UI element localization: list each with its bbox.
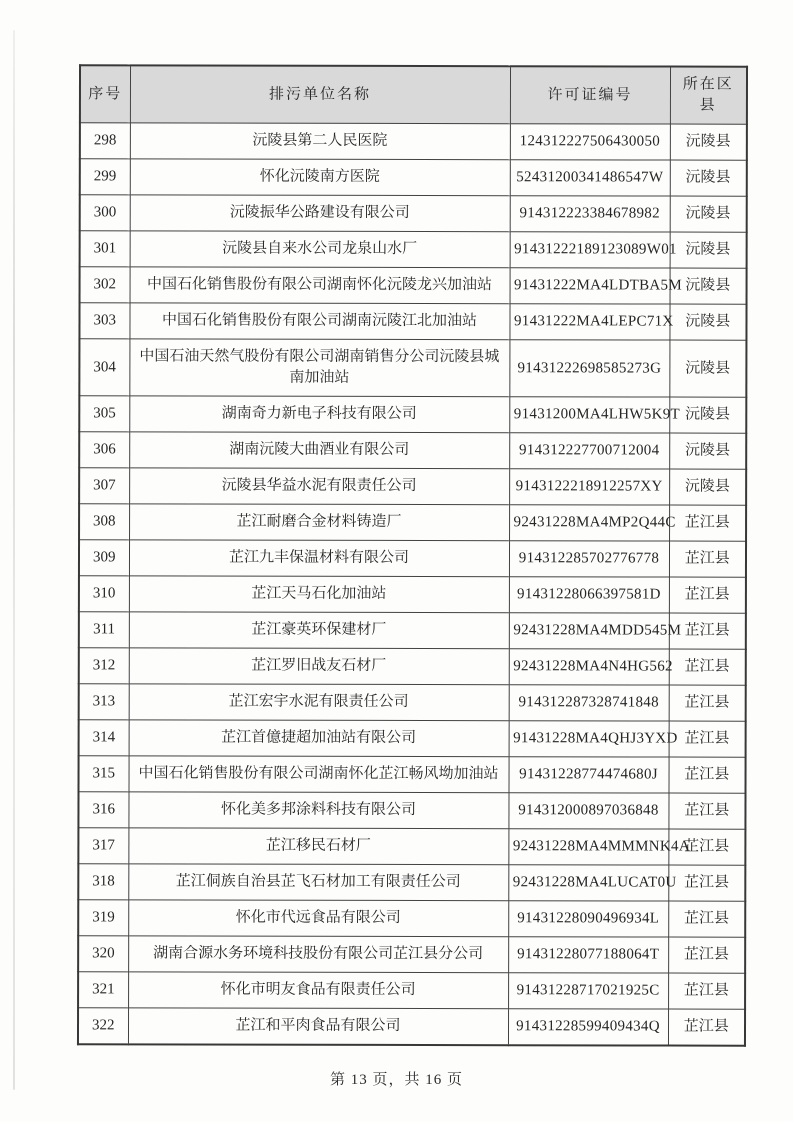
cell-permit-number: 914312287328741848 xyxy=(509,685,669,721)
table-row xyxy=(78,1008,745,1046)
cell-county: 沅陵县 xyxy=(670,268,747,304)
table-row xyxy=(78,972,745,1009)
cell-unit-name: 芷江九丰保温材料有限公司 xyxy=(129,540,509,577)
cell-unit-name: 芷江豪英环保建材厂 xyxy=(129,612,509,649)
cell-permit-number: 91431228599409434Q xyxy=(508,1009,668,1046)
table-row xyxy=(79,720,746,757)
cell-serial: 309 xyxy=(79,540,129,576)
cell-unit-name: 芷江和平肉食品有限公司 xyxy=(128,1008,508,1045)
cell-unit-name: 芷江宏宇水泥有限责任公司 xyxy=(129,684,509,721)
cell-serial: 321 xyxy=(78,972,128,1008)
cell-serial: 319 xyxy=(78,900,128,936)
cell-county: 芷江县 xyxy=(669,757,746,793)
cell-serial: 314 xyxy=(79,720,129,756)
table-row xyxy=(79,504,746,541)
cell-unit-name: 怀化沅陵南方医院 xyxy=(130,159,510,196)
cell-serial: 310 xyxy=(79,576,129,612)
cell-serial: 317 xyxy=(78,828,128,864)
cell-county: 沅陵县 xyxy=(670,232,747,268)
cell-serial: 299 xyxy=(80,159,130,195)
cell-serial: 305 xyxy=(79,396,129,432)
cell-permit-number: 52431200341486547W xyxy=(510,160,670,196)
cell-county: 芷江县 xyxy=(669,613,746,649)
cell-county: 沅陵县 xyxy=(669,340,746,397)
cell-unit-name: 中国石化销售股份有限公司湖南沅陵江北加油站 xyxy=(129,303,509,340)
cell-permit-number: 91431228066397581D xyxy=(509,577,669,613)
cell-county: 沅陵县 xyxy=(669,397,746,433)
cell-unit-name: 怀化市明友食品有限责任公司 xyxy=(128,972,508,1009)
cell-unit-name: 沅陵县第二人民医院 xyxy=(130,123,510,160)
cell-county: 芷江县 xyxy=(668,793,745,829)
table-header-row xyxy=(80,65,747,124)
cell-unit-name: 中国石化销售股份有限公司湖南怀化芷江畅风坳加油站 xyxy=(129,756,509,793)
table-row xyxy=(79,684,746,721)
col-header-no: 序号 xyxy=(80,65,130,123)
cell-unit-name: 怀化美多邦涂料科技有限公司 xyxy=(128,792,508,829)
cell-serial: 312 xyxy=(79,648,129,684)
table-row xyxy=(78,828,745,865)
cell-permit-number: 914312000897036848 xyxy=(508,793,668,829)
cell-permit-number: 91431222MA4LEPC71X xyxy=(509,304,669,340)
cell-permit-number: 91431228717021925C xyxy=(508,973,668,1009)
cell-serial: 307 xyxy=(79,468,129,504)
cell-county: 芷江县 xyxy=(669,505,746,541)
cell-serial: 308 xyxy=(79,504,129,540)
table-row xyxy=(79,576,746,613)
cell-county: 沅陵县 xyxy=(670,196,747,232)
cell-permit-number: 92431228MA4MP2Q44C xyxy=(509,505,669,541)
cell-unit-name: 沅陵县华益水泥有限责任公司 xyxy=(129,468,509,505)
cell-county: 芷江县 xyxy=(668,829,745,865)
cell-permit-number: 91431222698585273G xyxy=(509,340,669,397)
cell-permit-number: 91431228774474680J xyxy=(509,757,669,793)
cell-permit-number: 92431228MA4LUCAT0U xyxy=(508,865,668,901)
table-row xyxy=(79,303,746,340)
cell-unit-name: 芷江首億捷超加油站有限公司 xyxy=(129,720,509,757)
cell-serial: 303 xyxy=(79,303,129,339)
table-row xyxy=(80,195,747,232)
col-header-county: 所在区县 xyxy=(670,67,747,125)
cell-unit-name: 怀化市代远食品有限公司 xyxy=(128,900,508,937)
cell-serial: 316 xyxy=(78,792,128,828)
cell-unit-name: 中国石化销售股份有限公司湖南怀化沅陵龙兴加油站 xyxy=(130,267,510,304)
cell-permit-number: 92431228MA4MMMNK4A xyxy=(508,829,668,865)
cell-serial: 318 xyxy=(78,864,128,900)
cell-county: 沅陵县 xyxy=(669,304,746,340)
permit-table xyxy=(77,64,748,1046)
cell-permit-number: 91431228MA4QHJ3YXD xyxy=(509,721,669,757)
cell-unit-name: 芷江侗族自治县芷飞石材加工有限责任公司 xyxy=(128,864,508,901)
cell-unit-name: 芷江罗旧战友石材厂 xyxy=(129,648,509,685)
cell-unit-name: 湖南奇力新电子科技有限公司 xyxy=(129,396,509,433)
cell-permit-number: 124312227506430050 xyxy=(510,124,670,160)
cell-unit-name: 沅陵县自来水公司龙泉山水厂 xyxy=(130,231,510,268)
cell-permit-number: 91431222189123089W01 xyxy=(510,232,670,268)
cell-unit-name: 芷江移民石材厂 xyxy=(128,828,508,865)
cell-county: 沅陵县 xyxy=(670,160,747,196)
cell-unit-name: 湖南合源水务环境科技股份有限公司芷江县分公司 xyxy=(128,936,508,973)
cell-unit-name: 中国石油天然气股份有限公司湖南销售分公司沅陵县城南加油站 xyxy=(129,339,509,397)
cell-county: 芷江县 xyxy=(668,973,745,1009)
cell-permit-number: 92431228MA4N4HG562 xyxy=(509,649,669,685)
cell-serial: 298 xyxy=(80,123,130,159)
cell-permit-number: 91431200MA4LHW5K9T xyxy=(509,397,669,433)
table-row xyxy=(79,339,746,397)
table-row xyxy=(78,792,745,829)
cell-serial: 302 xyxy=(80,267,130,303)
cell-serial: 304 xyxy=(79,339,129,396)
cell-permit-number: 914312227700712004 xyxy=(509,433,669,469)
table-row xyxy=(78,900,745,937)
cell-county: 沅陵县 xyxy=(669,433,746,469)
cell-serial: 322 xyxy=(78,1008,128,1045)
col-header-permit: 许可证编号 xyxy=(510,66,670,124)
cell-county: 沅陵县 xyxy=(669,469,746,505)
cell-unit-name: 芷江耐磨合金材料铸造厂 xyxy=(129,504,509,541)
cell-county: 芷江县 xyxy=(668,901,745,937)
cell-county: 芷江县 xyxy=(669,577,746,613)
cell-county: 芷江县 xyxy=(669,685,746,721)
cell-unit-name: 湖南沅陵大曲酒业有限公司 xyxy=(129,432,509,469)
cell-permit-number: 914312285702776778 xyxy=(509,541,669,577)
table-row xyxy=(80,159,747,196)
table-row xyxy=(79,612,746,649)
cell-permit-number: 91431228090496934L xyxy=(508,901,668,937)
col-header-name: 排污单位名称 xyxy=(130,65,510,123)
cell-county: 芷江县 xyxy=(669,649,746,685)
table-row xyxy=(79,468,746,505)
cell-serial: 311 xyxy=(79,612,129,648)
table-row xyxy=(78,936,745,973)
scan-edge-artifact xyxy=(13,30,15,1090)
cell-permit-number: 92431228MA4MDD545M xyxy=(509,613,669,649)
table-row xyxy=(79,432,746,469)
cell-unit-name: 芷江天马石化加油站 xyxy=(129,576,509,613)
table-row xyxy=(79,540,746,577)
page-footer: 第 13 页，共 16 页 xyxy=(329,1072,463,1088)
cell-county: 芷江县 xyxy=(668,937,745,973)
cell-serial: 315 xyxy=(79,756,129,792)
cell-county: 沅陵县 xyxy=(670,124,747,160)
table-row xyxy=(80,267,747,304)
cell-permit-number: 91431222MA4LDTBA5M xyxy=(510,268,670,304)
cell-serial: 320 xyxy=(78,936,128,972)
cell-serial: 306 xyxy=(79,432,129,468)
cell-county: 芷江县 xyxy=(669,721,746,757)
cell-serial: 313 xyxy=(79,684,129,720)
cell-permit-number: 914312223384678982 xyxy=(510,196,670,232)
table-row xyxy=(79,396,746,433)
cell-county: 芷江县 xyxy=(668,865,745,901)
table-row xyxy=(80,231,747,268)
table-row xyxy=(79,648,746,685)
cell-serial: 300 xyxy=(80,195,130,231)
cell-permit-number: 9143122218912257XY xyxy=(509,469,669,505)
table-row xyxy=(78,864,745,901)
table-row xyxy=(80,123,747,160)
cell-unit-name: 沅陵振华公路建设有限公司 xyxy=(130,195,510,232)
cell-county: 芷江县 xyxy=(669,541,746,577)
cell-permit-number: 91431228077188064T xyxy=(508,937,668,973)
table-row xyxy=(79,756,746,793)
cell-serial: 301 xyxy=(80,231,130,267)
cell-county: 芷江县 xyxy=(668,1009,745,1046)
